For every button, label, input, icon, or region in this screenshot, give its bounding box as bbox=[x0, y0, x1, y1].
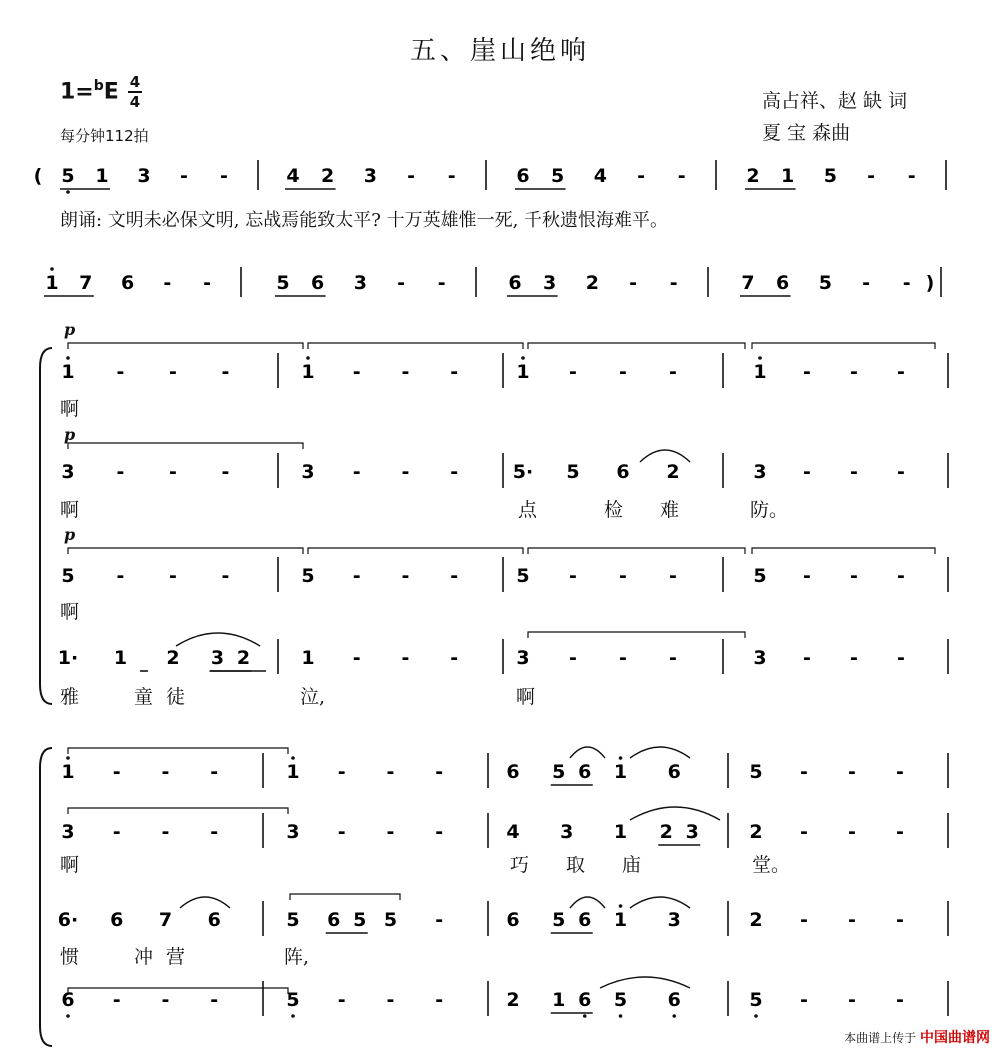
note: - bbox=[803, 565, 811, 587]
lyric-word: 检 bbox=[604, 499, 624, 521]
note: 6 bbox=[207, 909, 221, 931]
note: - bbox=[352, 565, 361, 587]
note: - bbox=[180, 165, 188, 187]
note: - bbox=[850, 461, 858, 483]
tie bbox=[68, 748, 288, 754]
lyric-word: 堂。 bbox=[752, 854, 791, 876]
note: 2 bbox=[659, 821, 673, 843]
note: - bbox=[352, 361, 361, 383]
note: - bbox=[161, 821, 170, 843]
note: 5 bbox=[753, 565, 767, 587]
note: - bbox=[386, 821, 395, 843]
note: 5 bbox=[383, 909, 398, 931]
note: 5 bbox=[613, 989, 628, 1011]
note: - bbox=[848, 989, 856, 1011]
note: 3 bbox=[61, 821, 75, 843]
lyric-word: 啊 bbox=[60, 601, 80, 623]
octave-dot bbox=[619, 904, 623, 908]
lyric-word: 冲 bbox=[134, 946, 154, 968]
note: - bbox=[210, 989, 219, 1011]
note: - bbox=[386, 989, 395, 1011]
note: 5 bbox=[552, 909, 566, 931]
note: 7 bbox=[79, 272, 93, 294]
time-signature: 4 4 bbox=[129, 73, 141, 111]
note: - bbox=[896, 909, 904, 931]
note: - bbox=[437, 272, 446, 294]
note: - bbox=[435, 761, 444, 783]
note: 1 bbox=[286, 761, 300, 783]
note: 1 bbox=[613, 761, 628, 783]
note: 3 bbox=[363, 165, 377, 187]
octave-dot bbox=[619, 1014, 623, 1018]
note: - bbox=[848, 821, 856, 843]
note: 2 bbox=[236, 647, 251, 669]
lyric-word: 难 bbox=[660, 499, 680, 521]
note: - bbox=[112, 821, 121, 843]
note: - bbox=[447, 165, 456, 187]
note: - bbox=[897, 461, 905, 483]
note: 6 bbox=[516, 165, 530, 187]
lyric-word: 巧 bbox=[510, 854, 530, 876]
note: - bbox=[803, 361, 811, 383]
site-logo: 中国曲谱网 bbox=[920, 1030, 990, 1046]
note: - bbox=[210, 821, 219, 843]
note: 6 bbox=[667, 989, 681, 1011]
lyric-word: 啊 bbox=[60, 398, 80, 420]
note: - bbox=[401, 361, 410, 383]
note: 1 bbox=[113, 647, 128, 669]
slur bbox=[570, 747, 605, 758]
note: - bbox=[435, 909, 444, 931]
note: - bbox=[116, 461, 125, 483]
note: 6 bbox=[327, 909, 341, 931]
note: - bbox=[337, 821, 346, 843]
note: - bbox=[337, 989, 346, 1011]
note: 5 bbox=[286, 909, 300, 931]
note: 5 bbox=[61, 165, 75, 187]
note: 4 bbox=[593, 165, 607, 187]
note: 5 bbox=[552, 761, 566, 783]
slur bbox=[630, 747, 690, 758]
tie bbox=[68, 343, 303, 349]
note: 5 bbox=[353, 909, 367, 931]
note: - bbox=[848, 761, 856, 783]
note: 4 bbox=[286, 165, 300, 187]
note: 2 bbox=[166, 647, 180, 669]
note: 2 bbox=[666, 461, 680, 483]
note: 2 bbox=[746, 165, 760, 187]
note: 3 bbox=[137, 165, 151, 187]
dynamic-mark-alto: p bbox=[64, 425, 76, 444]
note: - bbox=[800, 761, 808, 783]
note: 1 bbox=[753, 361, 767, 383]
note: - bbox=[800, 989, 808, 1011]
lyric-word: 啊 bbox=[516, 686, 536, 708]
octave-dot bbox=[66, 190, 70, 194]
tie bbox=[528, 548, 745, 554]
note: 5 bbox=[818, 272, 832, 294]
note: - bbox=[221, 565, 230, 587]
note: 2 bbox=[506, 989, 520, 1011]
octave-dot bbox=[66, 356, 70, 360]
note: 1 bbox=[613, 909, 628, 931]
note: 2 bbox=[749, 821, 763, 843]
note: 3 bbox=[301, 461, 315, 483]
note: 3 bbox=[61, 461, 75, 483]
note: 7 bbox=[158, 909, 173, 931]
open-paren: ( bbox=[33, 165, 43, 187]
note: - bbox=[848, 909, 856, 931]
system-bracket bbox=[40, 348, 52, 704]
lyric-word: 点 bbox=[518, 499, 538, 521]
note: 3 bbox=[685, 821, 699, 843]
note: - bbox=[800, 909, 808, 931]
note: 6 bbox=[110, 909, 124, 931]
note: 7 bbox=[741, 272, 755, 294]
lyric-word: 雅 bbox=[60, 686, 80, 708]
note: 1 bbox=[301, 647, 315, 669]
note: 3 bbox=[753, 647, 767, 669]
note: 2 bbox=[320, 165, 335, 187]
note: - bbox=[569, 361, 577, 383]
octave-dot bbox=[306, 356, 310, 360]
note: - bbox=[386, 761, 395, 783]
slur bbox=[630, 897, 690, 908]
note: 5 bbox=[301, 565, 315, 587]
note: - bbox=[862, 272, 870, 294]
note: 3 bbox=[210, 647, 225, 669]
note: - bbox=[896, 821, 904, 843]
note: - bbox=[569, 565, 577, 587]
system-bracket bbox=[40, 748, 52, 1046]
note: - bbox=[907, 165, 916, 187]
note: - bbox=[116, 565, 125, 587]
note: - bbox=[669, 647, 677, 669]
tie bbox=[68, 988, 288, 994]
note: - bbox=[629, 272, 637, 294]
note: - bbox=[569, 647, 577, 669]
octave-dot bbox=[291, 756, 295, 760]
note: 6 bbox=[578, 909, 592, 931]
note: - bbox=[169, 461, 177, 483]
note: - bbox=[221, 361, 230, 383]
note: - bbox=[896, 761, 904, 783]
lyric-word: 徒 bbox=[166, 686, 186, 708]
octave-dot bbox=[672, 1014, 676, 1018]
note: - bbox=[619, 361, 627, 383]
octave-dot bbox=[66, 1014, 70, 1018]
lyric-word: 惯 bbox=[60, 946, 80, 968]
note: - bbox=[896, 989, 904, 1011]
note: 2 bbox=[749, 909, 763, 931]
note: 5 bbox=[276, 272, 290, 294]
note: 3 bbox=[667, 909, 681, 931]
note: 1 bbox=[301, 361, 315, 383]
note: - bbox=[619, 647, 627, 669]
note: 5 bbox=[550, 165, 565, 187]
note: 5 bbox=[516, 565, 530, 587]
tie bbox=[68, 443, 303, 449]
slur bbox=[640, 450, 690, 462]
note: 6 bbox=[616, 461, 630, 483]
note: 5 bbox=[823, 165, 837, 187]
note: - bbox=[619, 565, 627, 587]
dynamic-mark-soprano: p bbox=[64, 320, 76, 339]
slur bbox=[180, 897, 230, 908]
note: - bbox=[850, 647, 858, 669]
note: 5 bbox=[286, 989, 300, 1011]
note: 1 bbox=[780, 165, 795, 187]
note: 6 bbox=[310, 272, 325, 294]
note: 5· bbox=[512, 461, 534, 483]
lyric-word: 啊 bbox=[60, 854, 80, 876]
note: 5 bbox=[749, 761, 763, 783]
note: - bbox=[401, 565, 410, 587]
octave-dot bbox=[754, 1014, 758, 1018]
octave-dot bbox=[521, 356, 525, 360]
note: - bbox=[850, 361, 858, 383]
note: 1 bbox=[45, 272, 59, 294]
note: - bbox=[803, 647, 811, 669]
note: 1 bbox=[613, 821, 628, 843]
lyric-word: 庙 bbox=[622, 854, 642, 876]
note: - bbox=[669, 565, 677, 587]
lyric-word: 童 bbox=[134, 686, 154, 708]
note: - bbox=[161, 761, 170, 783]
note: - bbox=[800, 821, 808, 843]
tie bbox=[308, 343, 523, 349]
composer-credit: 夏 宝 森曲 bbox=[762, 122, 851, 144]
note: 3 bbox=[353, 272, 367, 294]
dynamic-mark-tenor: p bbox=[64, 525, 76, 544]
note: 6 bbox=[775, 272, 790, 294]
note: 6 bbox=[506, 909, 520, 931]
octave-dot bbox=[758, 356, 762, 360]
note: 1 bbox=[61, 361, 75, 383]
note: - bbox=[352, 647, 361, 669]
close-paren: ) bbox=[925, 272, 935, 294]
note: 3 bbox=[516, 647, 530, 669]
note: - bbox=[435, 989, 444, 1011]
slur bbox=[600, 977, 690, 988]
note: - bbox=[112, 761, 121, 783]
note: - bbox=[161, 989, 170, 1011]
lyric-word: 营 bbox=[166, 946, 186, 968]
note: - bbox=[337, 761, 346, 783]
note: 1 bbox=[552, 989, 566, 1011]
note: 6 bbox=[508, 272, 522, 294]
lyric-word: 防。 bbox=[750, 499, 789, 521]
note: - bbox=[677, 165, 686, 187]
note: - bbox=[401, 461, 410, 483]
lyric-word: 泣, bbox=[300, 686, 326, 708]
note: - bbox=[352, 461, 361, 483]
note: 3 bbox=[542, 272, 557, 294]
note: 1 bbox=[95, 165, 109, 187]
note: 3 bbox=[560, 821, 574, 843]
note: 5 bbox=[749, 989, 763, 1011]
note: - bbox=[221, 461, 230, 483]
tie bbox=[528, 632, 745, 638]
octave-dot bbox=[50, 267, 54, 271]
note: 6 bbox=[120, 272, 135, 294]
note: - bbox=[850, 565, 858, 587]
lyric-word: 阵, bbox=[284, 946, 310, 968]
tie bbox=[528, 343, 745, 349]
note: 2 bbox=[585, 272, 599, 294]
note: - bbox=[169, 361, 177, 383]
note: 6 bbox=[578, 761, 592, 783]
note: 1 bbox=[61, 761, 75, 783]
note: 1· bbox=[57, 647, 79, 669]
tie bbox=[308, 548, 523, 554]
lyricist-credit: 高占祥、赵 缺 词 bbox=[762, 90, 908, 112]
footer-credit: 本曲谱上传于 中国曲谱网 bbox=[844, 1030, 990, 1046]
note: - bbox=[112, 989, 121, 1011]
note: - bbox=[897, 565, 905, 587]
note: - bbox=[169, 565, 177, 587]
note: 1 bbox=[516, 361, 530, 383]
tempo-marking: 每分钟112拍 bbox=[60, 127, 149, 145]
page-title: 五、崖山绝响 bbox=[409, 36, 590, 66]
note: - bbox=[397, 272, 405, 294]
note: 5 bbox=[566, 461, 580, 483]
note: 4 bbox=[506, 821, 520, 843]
key-signature: 1=$^b$E bbox=[60, 78, 119, 105]
octave-dot bbox=[619, 756, 623, 760]
note: - bbox=[163, 272, 172, 294]
note: - bbox=[803, 461, 811, 483]
note: - bbox=[407, 165, 415, 187]
note: - bbox=[637, 165, 645, 187]
tie bbox=[290, 894, 400, 900]
lyric-word: 取 bbox=[566, 854, 586, 876]
note: - bbox=[210, 761, 219, 783]
note: 6 bbox=[61, 989, 75, 1011]
note: - bbox=[116, 361, 125, 383]
slur bbox=[630, 807, 720, 820]
note: - bbox=[435, 821, 444, 843]
slur bbox=[570, 897, 605, 908]
note: - bbox=[450, 361, 459, 383]
note: - bbox=[401, 647, 410, 669]
note: - bbox=[450, 461, 459, 483]
note: - bbox=[450, 565, 459, 587]
note: - bbox=[902, 272, 911, 294]
note: - bbox=[897, 361, 905, 383]
lyric-word: 啊 bbox=[60, 499, 80, 521]
octave-dot bbox=[66, 756, 70, 760]
tie bbox=[68, 548, 303, 554]
note: 6 bbox=[506, 761, 520, 783]
note: - bbox=[450, 647, 459, 669]
note: 3 bbox=[753, 461, 767, 483]
tie bbox=[752, 343, 935, 349]
slur bbox=[176, 633, 260, 646]
octave-dot bbox=[291, 1014, 295, 1018]
note: - bbox=[867, 165, 875, 187]
note: - bbox=[897, 647, 905, 669]
note: 6 bbox=[667, 761, 681, 783]
note: - bbox=[669, 272, 678, 294]
octave-dot bbox=[583, 1014, 587, 1018]
note: - bbox=[203, 272, 212, 294]
note: - bbox=[220, 165, 228, 187]
note: 3 bbox=[286, 821, 300, 843]
note: 6· bbox=[57, 909, 79, 931]
note: - bbox=[669, 361, 677, 383]
tie bbox=[68, 808, 288, 814]
note: 6 bbox=[578, 989, 592, 1011]
note: 5 bbox=[61, 565, 75, 587]
narration-text: 朗诵: 文明未必保文明, 忘战焉能致太平? 十万英雄惟一死, 千秋遗恨海难平。 bbox=[60, 210, 669, 231]
tie bbox=[752, 548, 935, 554]
